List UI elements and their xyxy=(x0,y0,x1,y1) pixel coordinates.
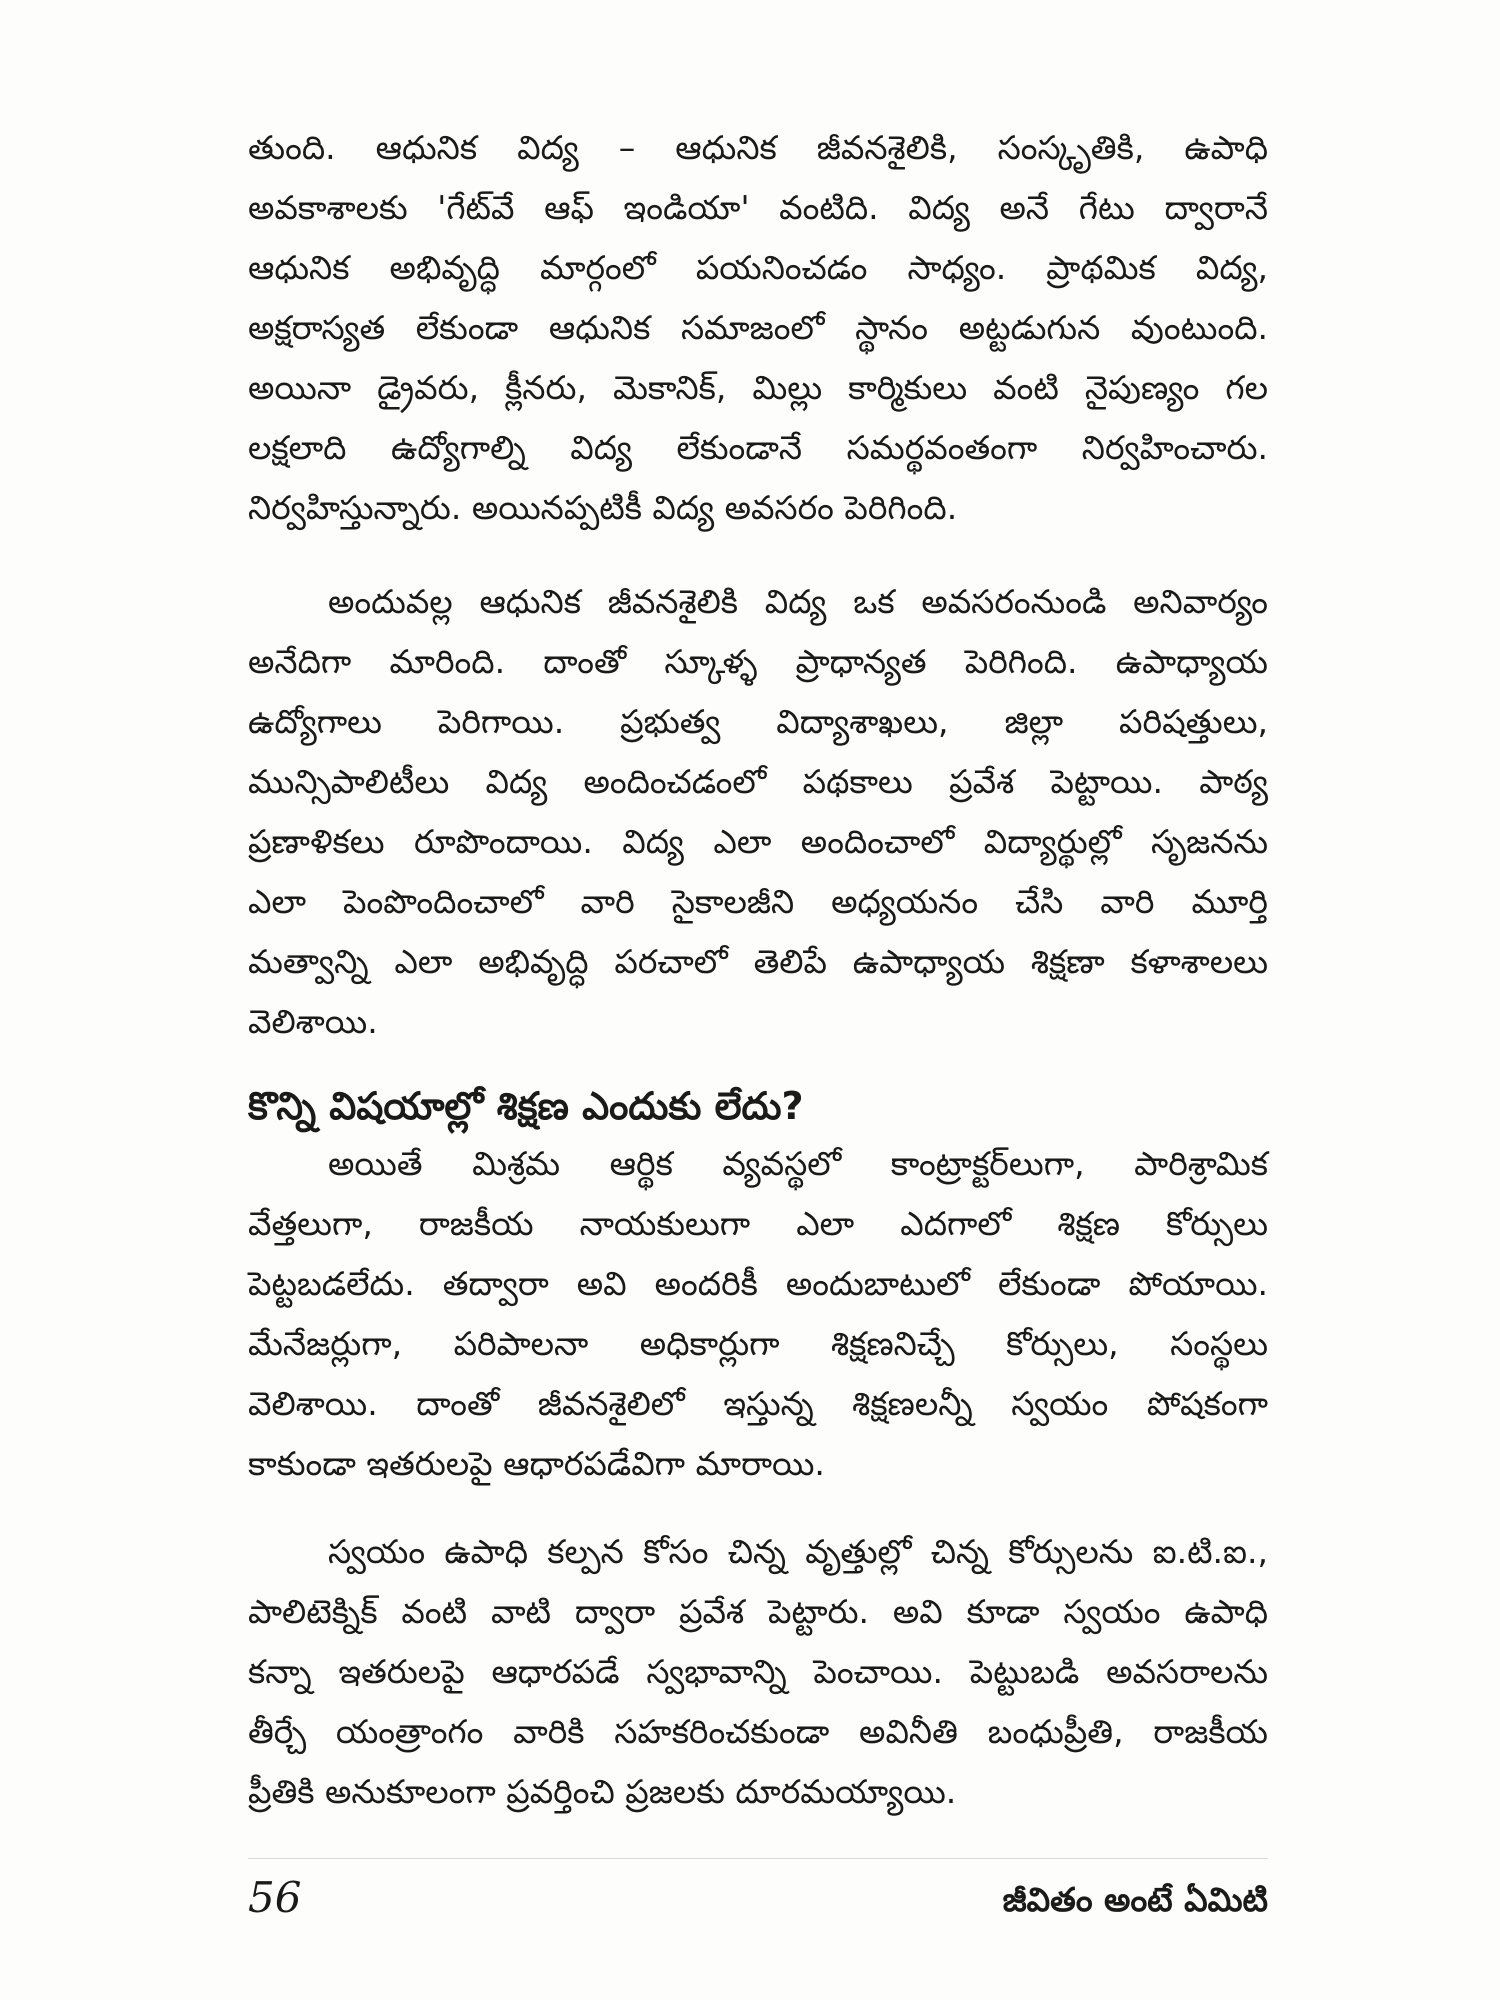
page-number: 56 xyxy=(248,1873,302,1922)
paragraph-3 xyxy=(248,1134,1268,1494)
paragraph-line: ఉద్యోగాలు పెరిగాయి. ప్రభుత్వ విద్యాశాఖలు, జిల్లా పరిషత్తులు, xyxy=(248,702,1268,741)
section-heading: కొన్ని విషయాల్లో శిక్షణ ఎందుకు లేదు? xyxy=(248,1084,804,1128)
paragraph-line: ఆధునిక అభివృద్ధి మార్గంలో పయనించడం సాధ్యం. ప్రాథమిక విద్య, xyxy=(248,248,1268,287)
running-footer-title: జీవితం అంటే ఏమిటి xyxy=(1002,1880,1268,1919)
paragraph-line: ఎలా పెంపొందించాలో వారి సైకాలజీని అధ్యయనం చేసి వారి మూర్తి xyxy=(248,882,1268,921)
paragraph-line: స్వయం ఉపాధి కల్పన కోసం చిన్న వృత్తుల్లో చిన్న కోర్సులను ఐ.టి.ఐ., xyxy=(328,1532,1268,1571)
paragraph-line: పెట్టబడలేదు. తద్వారా అవి అందరికీ అందుబాటులో లేకుండా పోయాయి. xyxy=(248,1264,1268,1303)
paragraph-1 xyxy=(248,118,1268,538)
paragraph-line: వేత్తలుగా, రాజకీయ నాయకులుగా ఎలా ఎదగాలో శిక్షణ కోర్సులు xyxy=(248,1204,1268,1243)
paragraph-line: మున్సిపాలిటీలు విద్య అందించడంలో పథకాలు ప్రవేశ పెట్టాయి. పాఠ్య xyxy=(248,762,1268,801)
paragraph-line: వెలిశాయి. దాంతో జీవనశైలిలో ఇస్తున్న శిక్షణలన్నీ స్వయం పోషకంగా xyxy=(248,1384,1268,1423)
footer-divider xyxy=(248,1858,1268,1859)
paragraph-line: మత్వాన్ని ఎలా అభివృద్ధి పరచాలో తెలిపే ఉపాధ్యాయ శిక్షణా కళాశాలలు xyxy=(248,942,1268,981)
paragraph-line: అక్షరాస్యత లేకుండా ఆధునిక సమాజంలో స్థానం అట్టడుగున వుంటుంది. xyxy=(248,308,1268,347)
paragraph-2 xyxy=(248,572,1268,1052)
paragraph-line: నిర్వహిస్తున్నారు. అయినప్పటికీ విద్య అవసరం పెరిగింది. xyxy=(248,488,958,527)
paragraph-line: కాకుండా ఇతరులపై ఆధారపడేవిగా మారాయి. xyxy=(248,1444,825,1483)
paragraph-line: తుంది. ఆధునిక విద్య – ఆధునిక జీవనశైలికి, సంస్కృతికి, ఉపాధి xyxy=(248,128,1268,167)
paragraph-line: లక్షలాది ఉద్యోగాల్ని విద్య లేకుండానే సమర్థవంతంగా నిర్వహించారు. xyxy=(248,428,1268,467)
paragraph-line: అనేదిగా మారింది. దాంతో స్కూళ్ళ ప్రాధాన్యత పెరిగింది. ఉపాధ్యాయ xyxy=(248,642,1268,681)
paragraph-line: మేనేజర్లుగా, పరిపాలనా అధికార్లుగా శిక్షణనిచ్చే కోర్సులు, సంస్థలు xyxy=(248,1324,1268,1363)
paragraph-line: ప్రీతికి అనుకూలంగా ప్రవర్తించి ప్రజలకు దూరమయ్యాయి. xyxy=(248,1772,957,1811)
paragraph-line: కన్నా ఇతరులపై ఆధారపడే స్వభావాన్ని పెంచాయి. పెట్టుబడి అవసరాలను xyxy=(248,1652,1268,1691)
paragraph-line: అందువల్ల ఆధునిక జీవనశైలికి విద్య ఒక అవసరంనుండి అనివార్యం xyxy=(328,582,1268,621)
paragraph-4 xyxy=(248,1522,1268,1822)
paragraph-line: అయినా డ్రైవరు, క్లీనరు, మెకానిక్, మిల్లు కార్మికులు వంటి నైపుణ్యం గల xyxy=(248,368,1268,407)
paragraph-line: వెలిశాయి. xyxy=(248,1002,378,1041)
paragraph-line: పాలిటెక్నిక్ వంటి వాటి ద్వారా ప్రవేశ పెట్టారు. అవి కూడా స్వయం ఉపాధి xyxy=(248,1592,1268,1631)
paragraph-line: ప్రణాళికలు రూపొందాయి. విద్య ఎలా అందించాలో విద్యార్థుల్లో సృజనను xyxy=(248,822,1268,861)
paragraph-line: అవకాశాలకు 'గేట్‌వే ఆఫ్ ఇండియా' వంటిది. విద్య అనే గేటు ద్వారానే xyxy=(248,188,1268,227)
paragraph-line: అయితే మిశ్రమ ఆర్థిక వ్యవస్థలో కాంట్రాక్టర్‌లుగా, పారిశ్రామిక xyxy=(328,1144,1268,1183)
paragraph-line: తీర్చే యంత్రాంగం వారికి సహకరించకుండా అవినీతి బంధుప్రీతి, రాజకీయ xyxy=(248,1712,1268,1751)
